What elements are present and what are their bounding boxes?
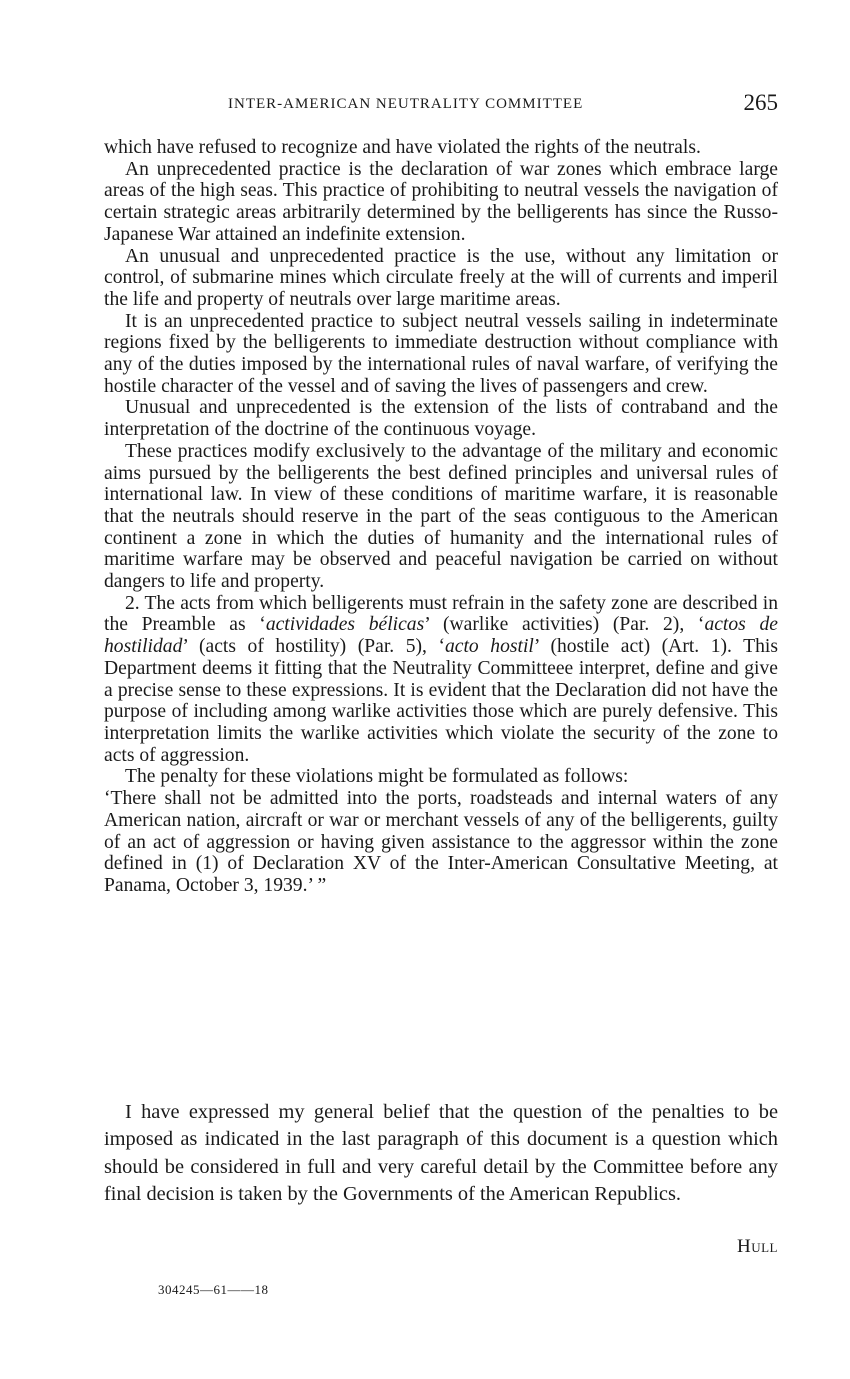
signature: Hull — [737, 1236, 778, 1257]
spanish-term: acto hostil — [445, 636, 534, 658]
paragraph: An unusual and unprecedented practice is the use, without any limitation or control, of submarine mines which circulate freely at the will of currents and imperil the life and property of neutrals over large maritime areas. — [104, 245, 778, 310]
paragraph: An unprecedented practice is the declaration of war zones which embrace large areas of the high seas. This practice of prohibiting to neutral vessels the navigation of certain strategic areas arbitrarily determined by the belligerents has since the Russo-Japanese War attained an indefinite extension. — [104, 158, 778, 245]
quoted-memorandum — [104, 137, 778, 897]
page-number: 265 — [743, 90, 778, 115]
text-run: ’ (acts of hostility) (Par. 5), ‘ — [182, 636, 445, 658]
paragraph: The penalty for these violations might be formulated as follows: — [125, 766, 629, 788]
print-code: 304245—61——18 — [158, 1282, 269, 1297]
paragraph: It is an unprecedented practice to subject neutral vessels sailing in indeterminate regions fixed by the belligerents to immediate destruction without compliance with any of the duties imposed by the international rules of naval warfare, of verifying the hostile character of the vessel and of saving the lives of passengers and crew. — [104, 310, 778, 397]
paragraph-numbered — [104, 593, 778, 767]
closing-note — [104, 1099, 778, 1209]
paragraph: I have expressed my general belief that the question of the penalties to be imposed as indicated in the last paragraph of this document is a question which should be considered in full and very careful detail by the Committee before any final decision is taken by the Governments of the American Republics. — [104, 1101, 778, 1206]
text-run: 2. The acts from which belligerents must refrain in the safety zone are described in the Preamble as ‘ — [104, 592, 778, 636]
paragraph: These practices modify exclusively to the advantage of the military and economic aims pursued by the belligerents the best defined principles and universal rules of international law. In view of these conditions of maritime warfare, it is reasonable that the neutrals should reserve in the part of the seas contiguous to the American continent a zone in which the duties of humanity and the international rules of maritime warfare may be observed and peaceful navigation be carried on without dangers to life and property. — [104, 440, 778, 593]
text-run: ’ (warlike activities) (Par. 2), ‘ — [424, 614, 705, 636]
spanish-term: actos de hostilidad — [104, 614, 778, 658]
paragraph: which have refused to recognize and have violated the rights of the neutrals. — [104, 137, 701, 158]
paragraph: Unusual and unprecedented is the extension of the lists of contraband and the interpretation of the doctrine of the continuous voyage. — [104, 397, 778, 441]
spanish-term: actividades bélicas — [265, 614, 425, 636]
running-head — [104, 92, 778, 120]
running-title: INTER-AMERICAN NEUTRALITY COMMITTEE — [228, 96, 584, 112]
text-run: ’ (hostile act) (Art. 1). This Department deems it fitting that the Neutrality Committeee interpret, define and give a precise sense to these expressions. It is evident that the Declaration did not have the purpose of including among warlike activities those which are purely defensive. This interpretation limits the warlike activities which violate the security of the zone to acts of aggression. — [104, 636, 778, 766]
penalty-formula: ‘There shall not be admitted into the ports, roadsteads and internal waters of any American nation, aircraft or war or merchant vessels of any of the belligerents, guilty of an act of aggression or having given assistance to the aggressor within the zone defined in (1) of Declaration XV of the Inter-American Consultative Meeting, at Panama, October 3, 1939.’ ” — [104, 788, 778, 896]
